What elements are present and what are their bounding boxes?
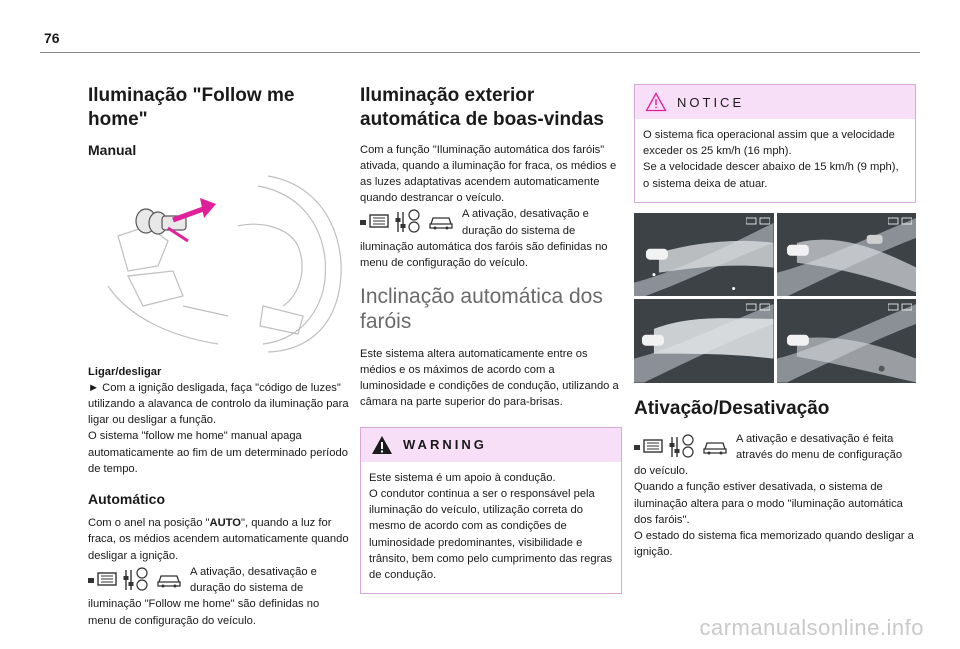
text-auto-tilt: Este sistema altera automaticamente entre os médios e os máximos de acordo com a luminosidade e condições de condução, utilizando a câmara na parte superior do para-brisas. [360,347,619,409]
text-activation-disabled: Quando a função estiver desativada, o sistema de iluminação altera para o modo "iluminação automática dos faróis". [634,481,903,526]
warning-text-2: O condutor continua a ser o responsável pela iluminação do veículo, utilização correta do mesmo de acordo com as condições de luminosidade predominantes, visibilidade e trânsito, bem como pelo cumprimento das regras de condução. [369,487,613,581]
text-activation-config: A ativação e desativação é feita através do menu de configuração do veículo. [634,432,903,478]
scenario-image-3 [634,299,774,383]
text-welcome-lighting: Com a função "Iluminação automática dos faróis" ativada, quando a iluminação for fraca, os médios e as luzes adaptativas acendem automaticamente quando destrancar o veículo. [360,143,617,205]
auto-lamp-icon [888,217,912,225]
icon-group [88,566,182,592]
headlamp-icon [88,570,118,588]
car-icon [702,437,728,455]
warning-icon [371,435,393,455]
notice-text-2: Se a velocidade descer abaixo de 15 km/h (9 mph), o sistema deixa de atuar. [643,161,899,190]
warning-header [361,428,621,462]
auto-lamp-icon [888,303,912,311]
column-welcome-lighting [360,84,622,604]
scenario-image-1 [634,213,774,297]
section-title-auto-tilt: Inclinação automática dos faróis [360,285,603,333]
text-onoff-instruction: ► Com a ignição desligada, faça "código de luzes" utilizando a alavanca de controlo da iluminação para ligar ou desligar a função. [88,381,349,427]
icon-group [360,208,454,234]
headlamp-icon [634,437,664,455]
label-onoff: Ligar/desligar [88,365,162,378]
steering-wheel-illustration [88,166,350,356]
scenario-image-4 [777,299,917,383]
top-divider [40,52,920,53]
car-icon [428,212,454,230]
notice-header [635,85,915,119]
section-title-welcome-lighting: Iluminação exterior automática de boas-vindas [360,85,604,130]
column-follow-me-home [88,84,350,629]
notice-text-1: O sistema fica operacional assim que a velocidade exceder os 25 km/h (16 mph). [643,129,895,158]
icon-group [634,433,728,459]
headlamp-scenarios-illustration [634,213,916,383]
notice-box [634,84,916,203]
text-activation-memory: O estado do sistema fica memorizado quando desligar a ignição. [634,530,914,559]
page-number: 76 [44,30,60,46]
text-onoff-note: O sistema "follow me home" manual apaga automaticamente ao fim de um determinado período de tempo. [88,430,348,475]
subheading-manual: Manual [88,141,137,158]
auto-lamp-icon [746,217,770,225]
steering-wheel-icon [88,166,350,356]
warning-label: WARNING [403,437,487,453]
subheading-automatic: Automático [88,491,165,508]
text-welcome-config: A ativação, desativação e duração do sistema de iluminação automática dos faróis são definidas no menu de configuração do veículo. [360,208,608,270]
scenario-image-2 [777,213,917,297]
warning-text-1: Este sistema é um apoio à condução. [369,471,556,484]
warning-box [360,427,622,595]
headlamp-icon [360,212,390,230]
text-automatic: Com o anel na posição "AUTO", quando a luz for fraca, os médios acendem automaticamente quando desligar a ignição. [88,517,349,562]
column-activation [634,70,916,561]
settings-icon [394,208,424,234]
section-title-activation: Ativação/Desativação [634,397,830,419]
section-title-follow-me-home: Iluminação "Follow me home" [88,85,295,130]
car-icon [156,570,182,588]
auto-lamp-icon [746,303,770,311]
text-automatic-config: A ativação, desativação e duração do sistema de iluminação "Follow me home" são definidas no menu de configuração do veículo. [88,565,320,627]
warning-icon [645,92,667,112]
watermark: carmanualsonline.info [699,615,924,640]
settings-icon [122,566,152,592]
notice-label: NOTICE [677,94,745,110]
settings-icon [668,433,698,459]
